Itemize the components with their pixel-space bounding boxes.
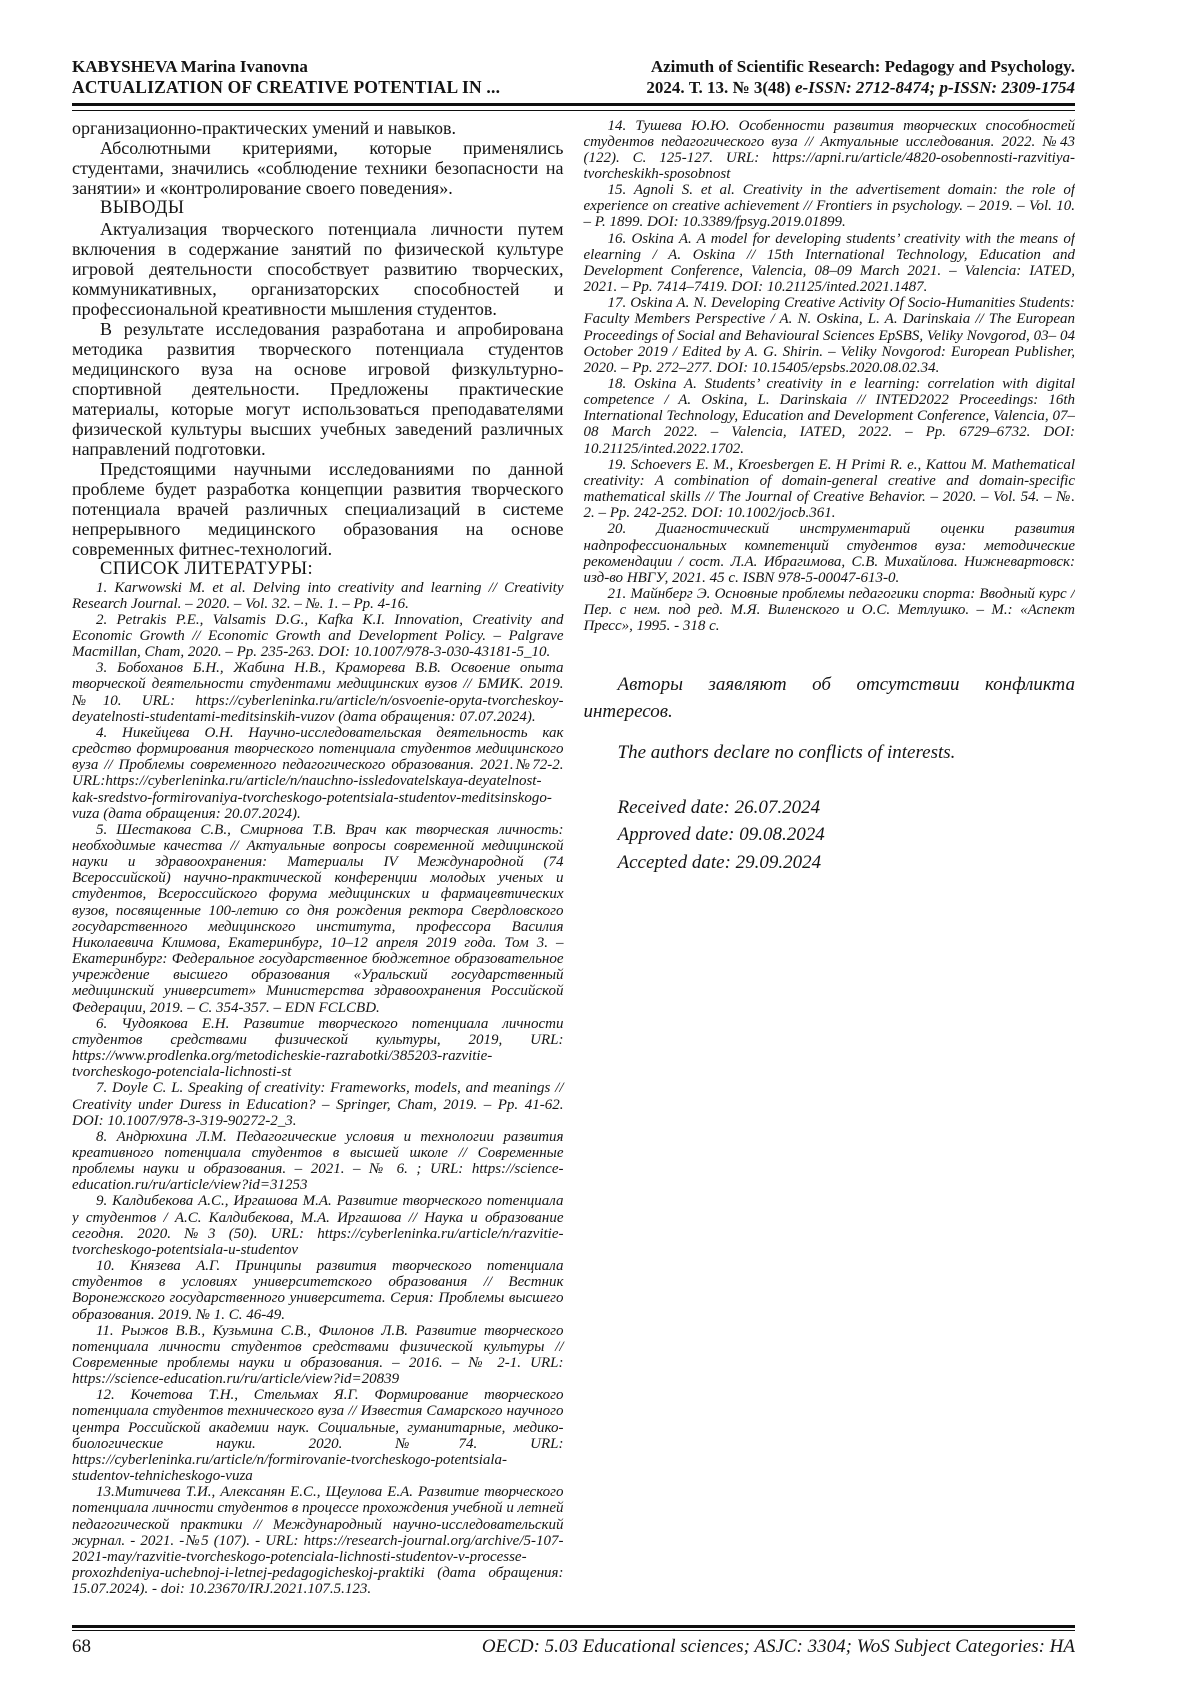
issue-volume: 2024. Т. 13. № 3(48)	[646, 78, 791, 97]
issue-issn: e-ISSN: 2712-8474; p-ISSN: 2309-1754	[790, 78, 1075, 97]
reference-item: 1. Karwowski M. et al. Delving into creativity and learning // Creativity Research Journal. – 2020. – Vol. 32. – №. 1. – Pp. 4-16.	[72, 579, 564, 612]
reference-item: 10. Князева А.Г. Принципы развития творческого потенциала студентов в условиях университетского образования // Вестник Воронежского государственного университета. Серия: Проблемы высшего образования. 2019. № 1. С. 46-49.	[72, 1258, 564, 1323]
conflict-statement-en: The authors declare no conflicts of interests.	[617, 741, 956, 763]
journal-issue-line	[646, 77, 1075, 98]
received-date: Received date: 26.07.2024	[617, 796, 821, 818]
conclusions-paragraph: Предстоящими научными исследованиями по данной проблеме будет разработка концепции развития творческого потенциала врачей различных специализаций в системе непрерывного медицинского образования на основе современных фитнес-технологий.	[72, 458, 564, 559]
article-body	[72, 118, 1075, 1615]
accepted-date: Accepted date: 29.09.2024	[617, 851, 822, 873]
reference-item: 20. Диагностический инструментарий оценки развития надпрофессиональных компетенций студентов вуза: методические рекомендации / сост. Л.А. Ибрагимова, С.В. Михайлова. Нижневартовск: изд-во НВГУ, 2021. 45 с. ISBN 978-5-00047-613-0.	[583, 521, 1075, 586]
journal-name: Azimuth of Scientific Research: Pedagogy and Psychology.	[650, 57, 1075, 76]
reference-item: 6. Чудоякова Е.Н. Развитие творческого потенциала личности студентов средствами физической культуры, 2019, URL: https://www.prodlenka.org/metodicheskie-razrabotki/385203-razvitie-tvorcheskogo-potenciala-lichnosti-st	[72, 1015, 564, 1081]
reference-item: 8. Андрюхина Л.М. Педагогические условия и технологии развития креативного потенциала студентов в высшей школе // Современные проблемы науки и образования. – 2021. – № 6. ; URL: https://science-education.ru/ru/article/view?id=31253	[72, 1128, 564, 1194]
reference-item: 9. Калдибекова А.С., Иргашова М.А. Развитие творческого потенциала у студентов / А.С. Калдибекова, М.А. Иргашова // Наука и образование сегодня. 2020. №3 (50). URL: https://cyberleninka.ru/article/n/razvitie-tvorcheskogo-potentsiala-u-studentov	[72, 1193, 564, 1258]
reference-item: 2. Petrakis P.E., Valsamis D.G., Kafka K.I. Innovation, Creativity and Economic Growth // Economic Growth and Development Policy. – Palgrave Macmillan, Cham, 2020. – Pp. 235-263. DOI: 10.1007/978-3-030-43181-5_10.	[72, 611, 564, 661]
page-footer	[72, 1636, 1075, 1658]
conclusions-heading: ВЫВОДЫ	[100, 197, 185, 218]
page-number: 68	[72, 1636, 91, 1657]
conclusions-paragraph: Актуализация творческого потенциала личности путем включения в содержание занятий по физической культуре игровой деятельности способствует развитию творческих, коммуникативных, организаторских способностей и профессиональной креативности мышления студентов.	[72, 218, 564, 319]
author-name: KABYSHEVA Marina Ivanovna	[72, 57, 308, 76]
reference-item: 21. Майнберг Э. Основные проблемы педагогики спорта: Вводный курс / Пер. с нем. под ред. М.Я. Виленского и О.С. Метлушко. – М.: «Аспект Пресс», 1995. - 318 с.	[583, 586, 1075, 635]
reference-item: 19. Schoevers E. M., Kroesbergen E. H Primi R. e., Kattou M. Mathematical creativity: A combination of domain-general creative and domain-specific mathematical skills // The Journal of Creative Behavior. – 2020. – Vol. 54. – №. 2. – Pp. 242-252. DOI: 10.1002/jocb.361.	[583, 456, 1075, 522]
reference-item: 15. Agnoli S. et al. Creativity in the advertisement domain: the role of experience on creative achievement // Frontiers in psychology. – 2019. – Vol. 10. – P. 1899. DOI: 10.3389/fpsyg.2019.01899.	[583, 182, 1075, 231]
reference-item: 18. Oskina A. Students’ creativity in e learning: correlation with digital competence / A. Oskina, L. Darinskaia // INTED2022 Proceedings: 16th International Technology, Education and Development Conference, Valencia, 07–08 March 2022. – Valencia, IATED, 2022. – Pp. 6729–6732. DOI: 10.21125/inted.2022.1702.	[583, 376, 1075, 457]
reference-item: 17. Oskina A. N. Developing Creative Activity Of Socio-Humanities Students: Faculty Members Perspective / A. N. Oskina, L. A. Darinskaia // The European Proceedings of Social and Behavioural Sciences EpSBS, Veliky Novgorod, 03– 04 October 2019 / Edited by A. G. Shirin. – Veliky Novgorod: European Publisher, 2020. – Pp. 272–277. DOI: 10.15405/epsbs.2020.08.02.34.	[583, 295, 1075, 376]
running-head-left	[72, 56, 500, 98]
paragraph-criteria: Абсолютными критериями, которые применялись студентами, значились «соблюдение техники безопасности на занятии» и «контролирование своего поведения».	[72, 137, 564, 198]
footer-rule	[72, 1625, 1075, 1632]
running-title: ACTUALIZATION OF CREATIVE POTENTIAL IN ...	[72, 77, 501, 97]
reference-item: 11. Рыжов В.В., Кузьмина С.В., Филонов Л.В. Развитие творческого потенциала личности студентов средствами физической культуры // Современные проблемы науки и образования. – 2016. – № 2-1. URL: https://science-education.ru/ru/article/view?id=20839	[72, 1322, 564, 1388]
running-head-right	[646, 56, 1075, 98]
reference-item: 5. Шестакова С.В., Смирнова Т.В. Врач как творческая личность: необходимые качества // Актуальные вопросы современной медицинской науки и здравоохранения: Материалы IV Международной (74 Всероссийской) научно-практической конференции молодых ученых и студентов, Всероссийского форума медицинских и фармацевтических вузов, посвященные 100-летию со дня рождения ректора Свердловского государственного медицинского института, профессора Василия Николаевича Климова, Екатеринбург, 10–12 апреля 2019 года. Том 3. – Екатеринбург: Федеральное государственное бюджетное образовательное учреждение высшего образования «Уральский государственный медицинский университет» Министерства здравоохранения Российской Федерации, 2019. – С. 354-357. – EDN FCLCBD.	[72, 821, 564, 1016]
approved-date: Approved date: 09.08.2024	[617, 824, 825, 845]
reference-item: 12. Кочетова Т.Н., Стельмах Я.Г. Формирование творческого потенциала студентов технического вуза // Известия Самарского научного центра Российской академии наук. Социальные, гуманитарные, медико-биологические науки. 2020. №74. URL: https://cyberleninka.ru/article/n/formirovanie-tvorcheskogo-potentsiala-studentov-tehnicheskogo-vuza	[72, 1387, 564, 1485]
conclusions-paragraph: В результате исследования разработана и апробирована методика развития творческого потенциала студентов медицинского вуза на основе игровой физкультурно-спортивной деятельности. Предложены практические материалы, которые могут использоваться преподавателями физической культуры высших учебных заведений различных направлений подготовки.	[72, 318, 564, 459]
header-rule	[72, 103, 1075, 111]
references-heading: СПИСОК ЛИТЕРАТУРЫ:	[100, 558, 314, 579]
reference-item: 7. Doyle C. L. Speaking of creativity: Frameworks, models, and meanings // Creativity under Duress in Education? – Springer, Cham, 2019. – Pp. 41-62. DOI: 10.1007/978-3-319-90272-2_3.	[72, 1080, 564, 1129]
subject-classification: OECD: 5.03 Educational sciences; ASJC: 3304; WoS Subject Categories: HA	[481, 1636, 1075, 1657]
article-dates	[584, 794, 1076, 877]
page-header	[72, 56, 1075, 98]
reference-item: 13.Митичева Т.И., Алексанян Е.С., Щеулова Е.А. Развитие творческого потенциала личности студентов в процессе прохождения учебной и летней педагогической практики // Международный научно-исследовательский журнал. - 2021. -№5 (107). - URL: https://research-journal.org/archive/5-107-2021-may/razvitie-tvorcheskogo-potenciala-lichnosti-studentov-v-processe-proxozhdeniya-uchebnoj-i-letnej-pedagogicheskoj-praktiki (дата обращения: 15.07.2024). - doi: 10.23670/IRJ.2021.107.5.123.	[72, 1484, 564, 1598]
reference-item: 3. Бобоханов Б.Н., Жабина Н.В., Краморева В.В. Освоение опыта творческой деятельности студентами медицинских вузов // БМИК. 2019. №10. URL: https://cyberleninka.ru/article/n/osvoenie-opyta-tvorcheskoy-deyatelnosti-studentami-meditsinskih-vuzov (дата обращения: 07.07.2024).	[72, 660, 564, 725]
reference-item: 16. Oskina A. A model for developing students’ creativity with the means of elearning / A. Oskina // 15th International Technology, Education and Development Conference, Valencia, 08–09 March 2021. – Valencia: IATED, 2021. – Pp. 7414–7419. DOI: 10.21125/inted.2021.1487.	[583, 230, 1075, 296]
conflict-statement-ru: Авторы заявляют об отсутствии конфликта интересов.	[583, 673, 1075, 722]
reference-item: 14. Тушева Ю.Ю. Особенности развития творческих способностей студентов педагогического вуза // Актуальные исследования. 2022. №43 (122). С. 125-127. URL: https://apni.ru/article/4820-osobennosti-razvitiya-tvorcheskikh-sposobnost	[583, 117, 1075, 182]
reference-item: 4. Никейцева О.Н. Научно-исследовательская деятельность как средство формирования творческого потенциала студентов медицинского вуза // Проблемы современного педагогического образования. 2021.№72-2. URL:https://cyberleninka.ru/article/n/nauchno-issledovatelskaya-deyatelnost-kak-sredstvo-formirovaniya-tvorcheskogo-potentsiala-studentov-meditsinskogo-vuza (дата обращения: 20.07.2024).	[72, 724, 564, 822]
paragraph-continuation: организационно-практических умений и навыков.	[72, 117, 456, 138]
